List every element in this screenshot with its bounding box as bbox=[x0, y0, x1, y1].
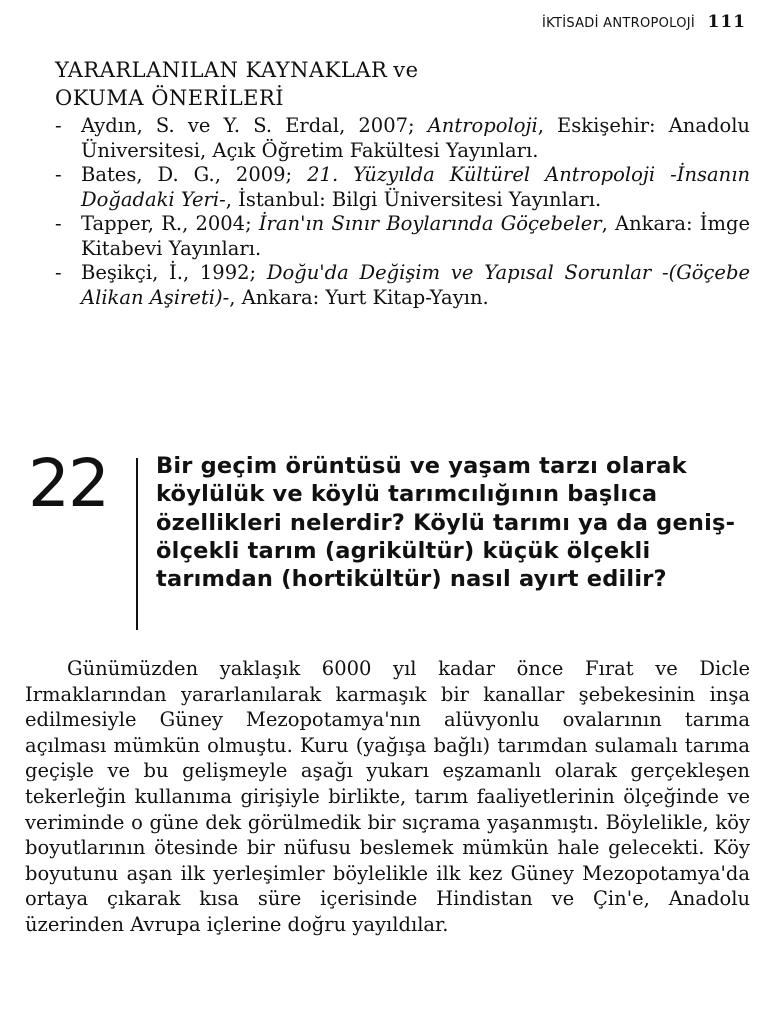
references-heading-ve: ve bbox=[393, 58, 419, 82]
question-text: Bir geçim örüntüsü ve yaşam tarzı olarak köylülük ve köylü tarımcılığının başlıca özellikleri nelerdir? Köylü tarımı ya da geniş-ölçekli tarım (agrikültür) küçük ölçekli tarımdan (hortikültür) nasıl ayırt edilir? bbox=[156, 453, 736, 593]
body-paragraph: Günümüzden yaklaşık 6000 yıl kadar önce Fırat ve Dicle Irmaklarından yararlanılarak karmaşık bir kanallar şebekesinin inşa edilmesiyle Güney Mezopotamya'nın alüvyonlu ovalarının tarıma açılması mümkün olmuştu. Kuru (yağışa bağlı) tarımdan sulamalı tarıma geçişle ve bu gelişmeyle aşağı yukarı eşzamanlı olarak gerçekleşen tekerleğin kullanıma girişiyle birlikte, tarım faaliyetlerinin ölçeğinde ve veriminde o güne dek görülmedik bir sıçrama yaşanmıştı. Böylelikle, köy boyutlarının ötesinde bir nüfusu beslemek mümkün hale gelecekti. Köy boyutunu aşan ilk yerleşimler böylelikle ilk kez Güney Mezopotamya'da ortaya çıkarak kısa süre içerisinde Hindistan ve Çin'e, Anadolu üzerinden Avrupa içlerine doğru yayıldılar. bbox=[25, 657, 750, 936]
reference-title: Doğu'da Değişim ve Yapısal Sorunlar -(Göçebe Alikan Aşireti)- bbox=[81, 261, 750, 309]
reference-dash: - bbox=[55, 212, 62, 235]
references-section bbox=[55, 56, 750, 310]
reference-dash: - bbox=[55, 163, 62, 186]
reference-item bbox=[55, 163, 750, 212]
reference-publisher: , Eskişehir: Anadolu Üniversitesi, Açık Öğretim Fakültesi Yayınları. bbox=[81, 114, 750, 162]
references-heading bbox=[55, 56, 750, 112]
reference-dash: - bbox=[55, 114, 62, 137]
reference-item bbox=[55, 261, 750, 310]
references-heading-line1: YARARLANILAN KAYNAKLAR bbox=[55, 58, 388, 82]
running-head-title: İKTİSADİ ANTROPOLOJİ bbox=[542, 16, 696, 31]
reference-list bbox=[55, 114, 750, 310]
references-heading-line2: OKUMA ÖNERİLERİ bbox=[55, 86, 285, 110]
reference-publisher: , Ankara: İmge Kitabevi Yayınları. bbox=[81, 212, 750, 260]
reference-title: 21. Yüzyılda Kültürel Antropoloji -İnsanın Doğadaki Yeri- bbox=[81, 163, 750, 211]
reference-author: Tapper, R., 2004; bbox=[81, 212, 259, 235]
reference-title: Antropoloji bbox=[427, 114, 538, 137]
question-number: 22 bbox=[28, 445, 108, 522]
running-head bbox=[542, 12, 746, 32]
reference-author: Beşikçi, İ., 1992; bbox=[81, 261, 267, 284]
reference-author: Aydın, S. ve Y. S. Erdal, 2007; bbox=[81, 114, 428, 137]
page-number: 111 bbox=[707, 12, 746, 32]
reference-dash: - bbox=[55, 261, 62, 284]
reference-author: Bates, D. G., 2009; bbox=[81, 163, 308, 186]
reference-publisher: , Ankara: Yurt Kitap-Yayın. bbox=[229, 285, 489, 309]
reference-item bbox=[55, 114, 750, 163]
reference-title: İran'ın Sınır Boylarında Göçebeler bbox=[258, 212, 602, 235]
question-block bbox=[28, 445, 758, 632]
reference-item bbox=[55, 212, 750, 261]
question-divider bbox=[136, 458, 138, 630]
reference-publisher: , İstanbul: Bilgi Üniversitesi Yayınları. bbox=[225, 187, 602, 211]
